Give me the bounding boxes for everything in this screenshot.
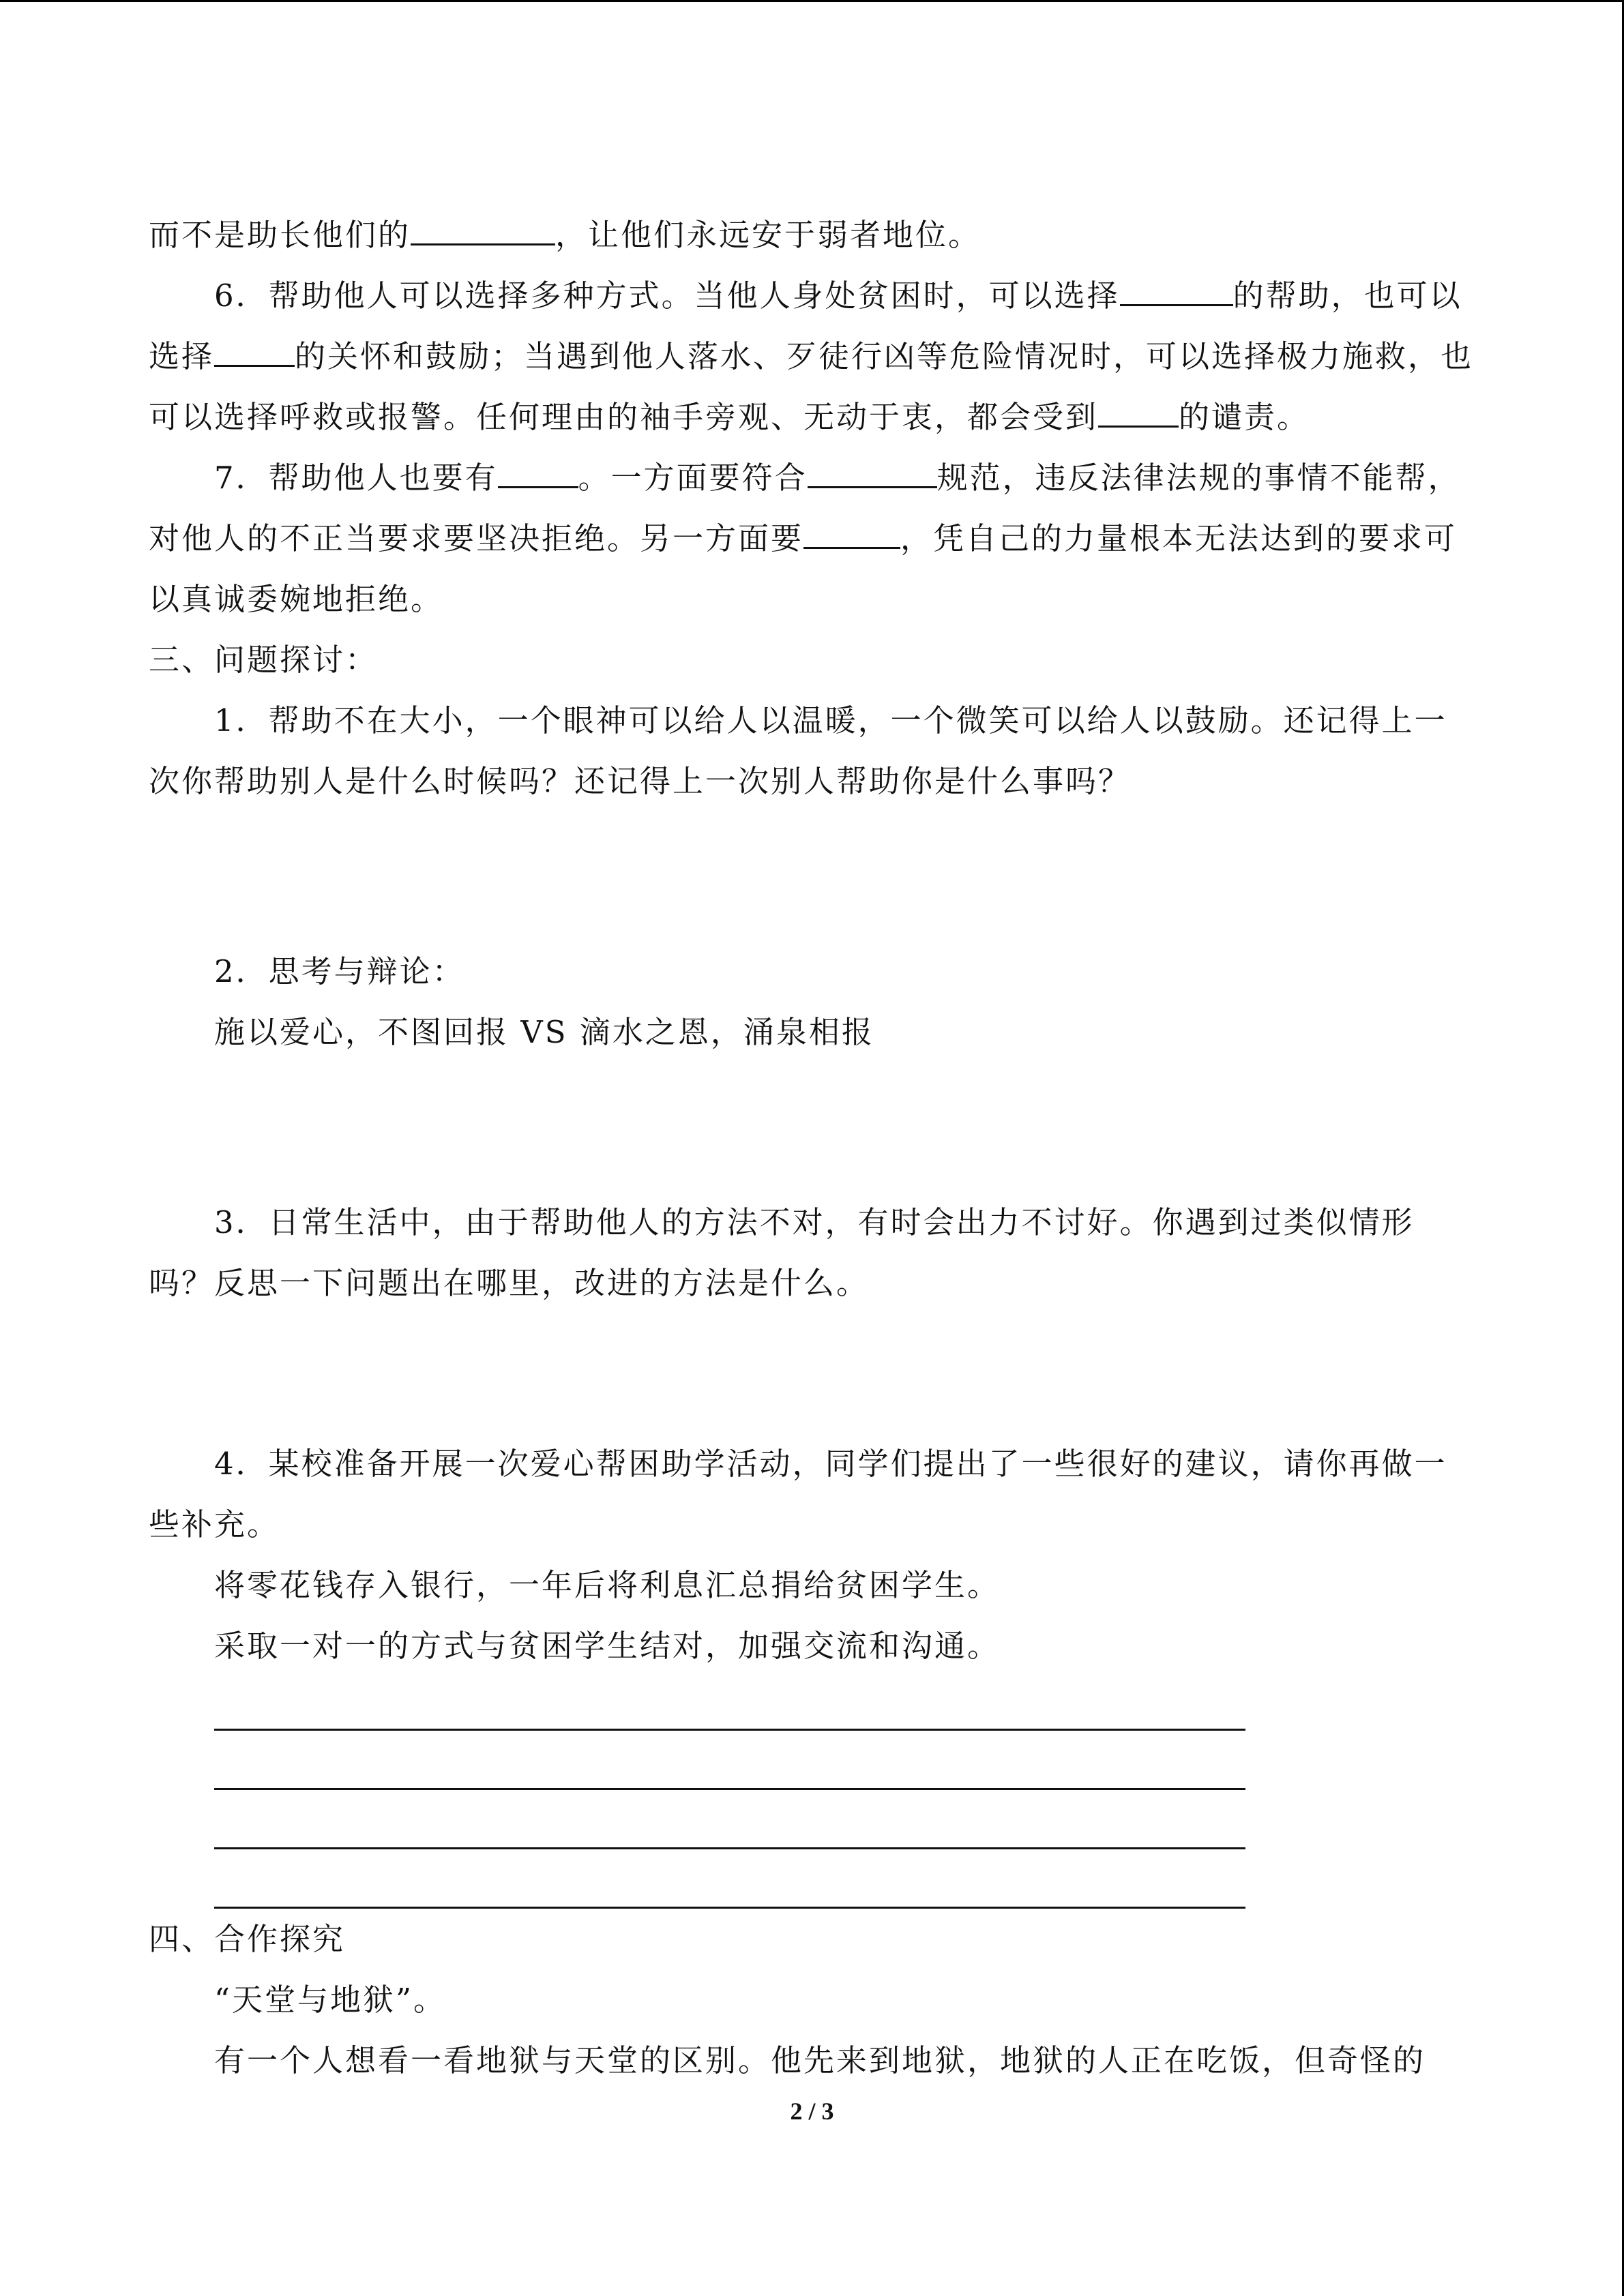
fill-blank[interactable]: [1120, 277, 1233, 306]
answer-space: [149, 1062, 1479, 1192]
suggestion-1: 将零花钱存入银行，一年后将利息汇总捐给贫困学生。: [214, 1567, 1001, 1603]
answer-line[interactable]: [214, 1676, 1245, 1731]
discussion-3: 3．日常生活中，由于帮助他人的方法不对，有时会出力不讨好。你遇到过类似情形吗？反思一下问题出在哪里，改进的方法是什么。: [149, 1204, 1415, 1301]
question-7: 7．帮助他人也要有 。一方面要符合 规范，违反法律法规的事情不能帮，对他人的不正当要求要坚决拒绝。另一方面要 ，凭自己的力量根本无法达到的要求可以真诚委婉地拒绝。: [149, 460, 1461, 617]
discussion-2-topic: 施以爱心，不图回报 VS 滴水之恩，涌泉相报: [214, 1014, 874, 1050]
page-number: 2 / 3: [790, 2098, 834, 2125]
fill-blank[interactable]: [411, 216, 555, 245]
fill-blank[interactable]: [803, 520, 900, 549]
answer-line[interactable]: [214, 1731, 1245, 1790]
discussion-2-title: 2．思考与辩论：: [214, 953, 465, 989]
discussion-4: 4．某校准备开展一次爱心帮困助学活动，同学们提出了一些很好的建议，请你再做一些补充。: [149, 1446, 1447, 1542]
answer-space: [149, 1313, 1479, 1433]
discussion-1: 1．帮助不在大小，一个眼神可以给人以温暖，一个微笑可以给人以鼓励。还记得上一次你帮助别人是什么时候吗？还记得上一次别人帮助你是什么事吗？: [149, 702, 1447, 799]
section-4-heading: 四、合作探究: [149, 1921, 346, 1957]
document-body: [149, 205, 1479, 2091]
story-text: 有一个人想看一看地狱与天堂的区别。他先来到地狱，地狱的人正在吃饭，但奇怪的: [214, 2042, 1426, 2078]
answer-space: [149, 811, 1479, 941]
fill-blank[interactable]: [498, 459, 578, 488]
answer-line[interactable]: [214, 1790, 1245, 1849]
fill-blank[interactable]: [214, 338, 295, 367]
suggestion-2: 采取一对一的方式与贫困学生结对，加强交流和沟通。: [214, 1628, 1001, 1664]
story-title: “天堂与地狱”。: [214, 1982, 447, 2018]
section-3-heading: 三、问题探讨：: [149, 642, 379, 678]
fill-blank[interactable]: [808, 459, 937, 488]
continuation-line: 而不是助长他们的 ，让他们永远安于弱者地位。: [149, 217, 981, 253]
question-6: 6．帮助他人可以选择多种方式。当他人身处贫困时，可以选择 的帮助，也可以选择 的关怀和鼓励；当遇到他人落水、歹徒行凶等危险情况时，可以选择极力施救，也可以选择呼救或报警。任何理由的袖手旁观、无动于衷，都会受到 的谴责。: [149, 278, 1474, 435]
answer-lines: [214, 1676, 1245, 1909]
fill-blank[interactable]: [1098, 398, 1179, 428]
page-top-border: [0, 0, 1624, 2]
answer-line[interactable]: [214, 1849, 1245, 1909]
